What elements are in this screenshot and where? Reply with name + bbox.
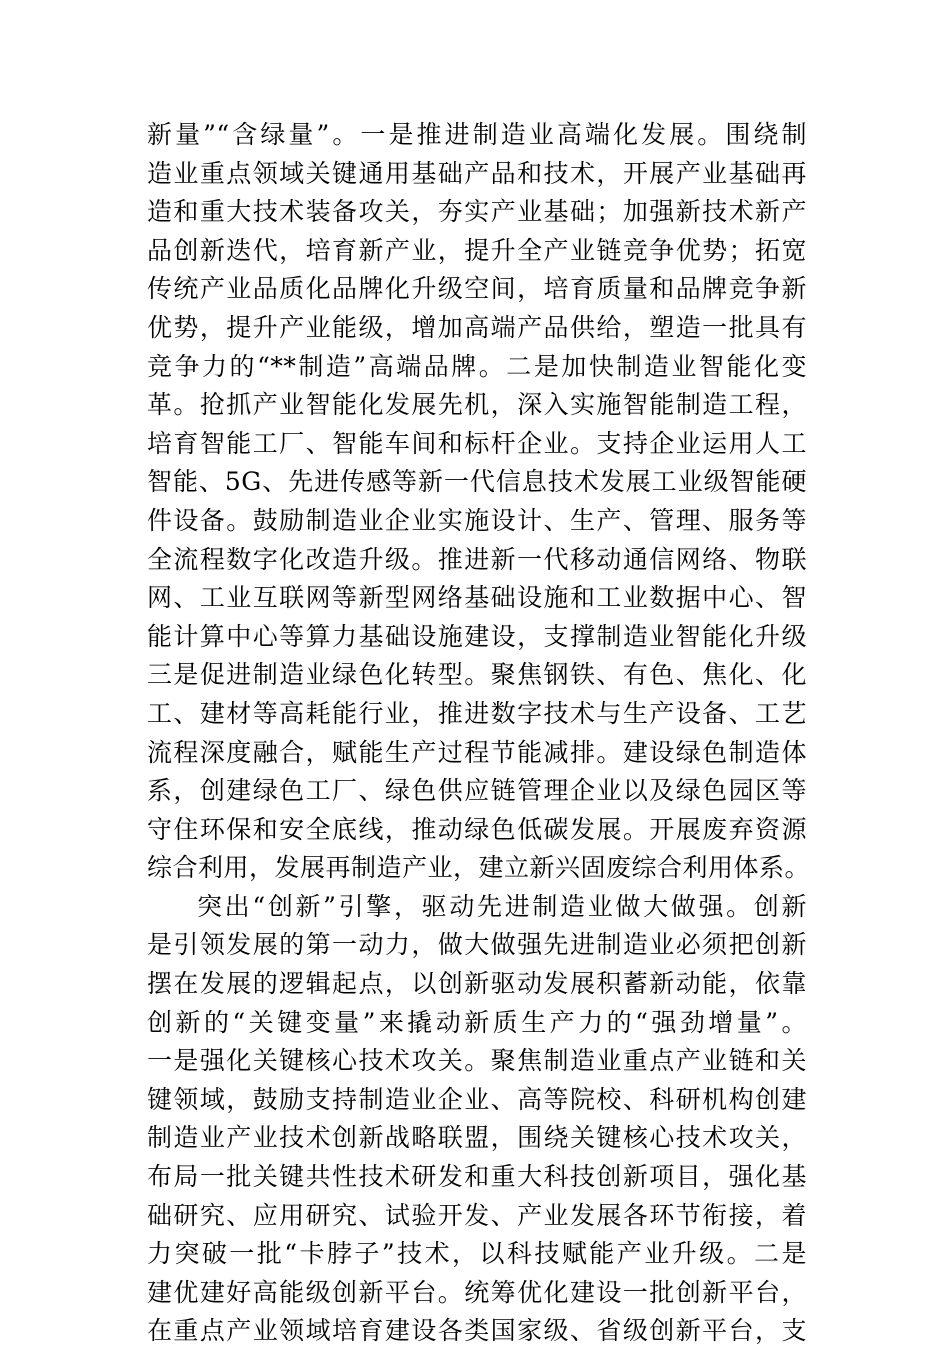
text-line: 系，创建绿色工厂、绿色供应链管理企业以及绿色园区等: [147, 776, 807, 806]
text-line: 力突破一批“卡脖子”技术，以科技赋能产业升级。二是: [147, 1239, 807, 1269]
text-line: 是引领发展的第一动力，做大做强先进制造业必须把创新: [147, 930, 807, 960]
text-line: 网、工业互联网等新型网络基础设施和工业数据中心、智: [147, 583, 807, 613]
text-line: 建优建好高能级创新平台。统筹优化建设一批创新平台，: [147, 1277, 807, 1307]
text-line: 培育智能工厂、智能车间和标杆企业。支持企业运用人工: [147, 428, 807, 458]
text-line: 础研究、应用研究、试验开发、产业发展各环节衔接，着: [147, 1200, 807, 1230]
text-line: 件设备。鼓励制造业企业实施设计、生产、管理、服务等: [147, 505, 807, 535]
text-line: 创新的“关键变量”来撬动新质生产力的“强劲增量”。: [147, 1007, 807, 1037]
text-line: 摆在发展的逻辑起点，以创新驱动发展积蓄新动能，依靠: [147, 969, 807, 999]
text-line: 竞争力的“**制造”高端品牌。二是加快制造业智能化变: [147, 351, 807, 381]
text-line: 传统产业品质化品牌化升级空间，培育质量和品牌竞争新: [147, 274, 807, 304]
text-line: 品创新迭代，培育新产业，提升全产业链竞争优势；拓宽: [147, 235, 807, 265]
text-line: 流程深度融合，赋能生产过程节能减排。建设绿色制造体: [147, 737, 807, 767]
text-line: 造业重点领域关键通用基础产品和技术，开展产业基础再: [147, 158, 807, 188]
text-line: 综合利用，发展再制造产业，建立新兴固废综合利用体系。: [147, 853, 811, 883]
text-line: 制造业产业技术创新战略联盟，围绕关键核心技术攻关，: [147, 1123, 807, 1153]
text-line: 突出“创新”引擎，驱动先进制造业做大做强。创新: [197, 891, 807, 921]
text-line: 在重点产业领域培育建设各类国家级、省级创新平台，支: [147, 1316, 807, 1346]
body-text: [147, 116, 811, 1351]
text-line: 三是促进制造业绿色化转型。聚焦钢铁、有色、焦化、化: [147, 660, 807, 690]
text-line: 布局一批关键共性技术研发和重大科技创新项目，强化基: [147, 1162, 807, 1192]
text-line: 全流程数字化改造升级。推进新一代移动通信网络、物联: [147, 544, 807, 574]
text-line: 守住环保和安全底线，推动绿色低碳发展。开展废弃资源: [147, 814, 807, 844]
text-line: 工、建材等高耗能行业，推进数字技术与生产设备、工艺: [147, 698, 807, 728]
text-line: 键领域，鼓励支持制造业企业、高等院校、科研机构创建: [147, 1084, 807, 1114]
text-line: 优势，提升产业能级，增加高端产品供给，塑造一批具有: [147, 312, 807, 342]
text-line: 革。抢抓产业智能化发展先机，深入实施智能制造工程，: [147, 390, 807, 420]
text-line: 一是强化关键核心技术攻关。聚焦制造业重点产业链和关: [147, 1046, 807, 1076]
text-line: 造和重大技术装备攻关，夯实产业基础；加强新技术新产: [147, 197, 807, 227]
text-line: 智能、5G、先进传感等新一代信息技术发展工业级智能硬: [147, 467, 807, 497]
text-line: 新量”“含绿量”。一是推进制造业高端化发展。围绕制: [147, 120, 807, 149]
text-line: 能计算中心等算力基础设施建设，支撑制造业智能化升级: [147, 621, 807, 651]
